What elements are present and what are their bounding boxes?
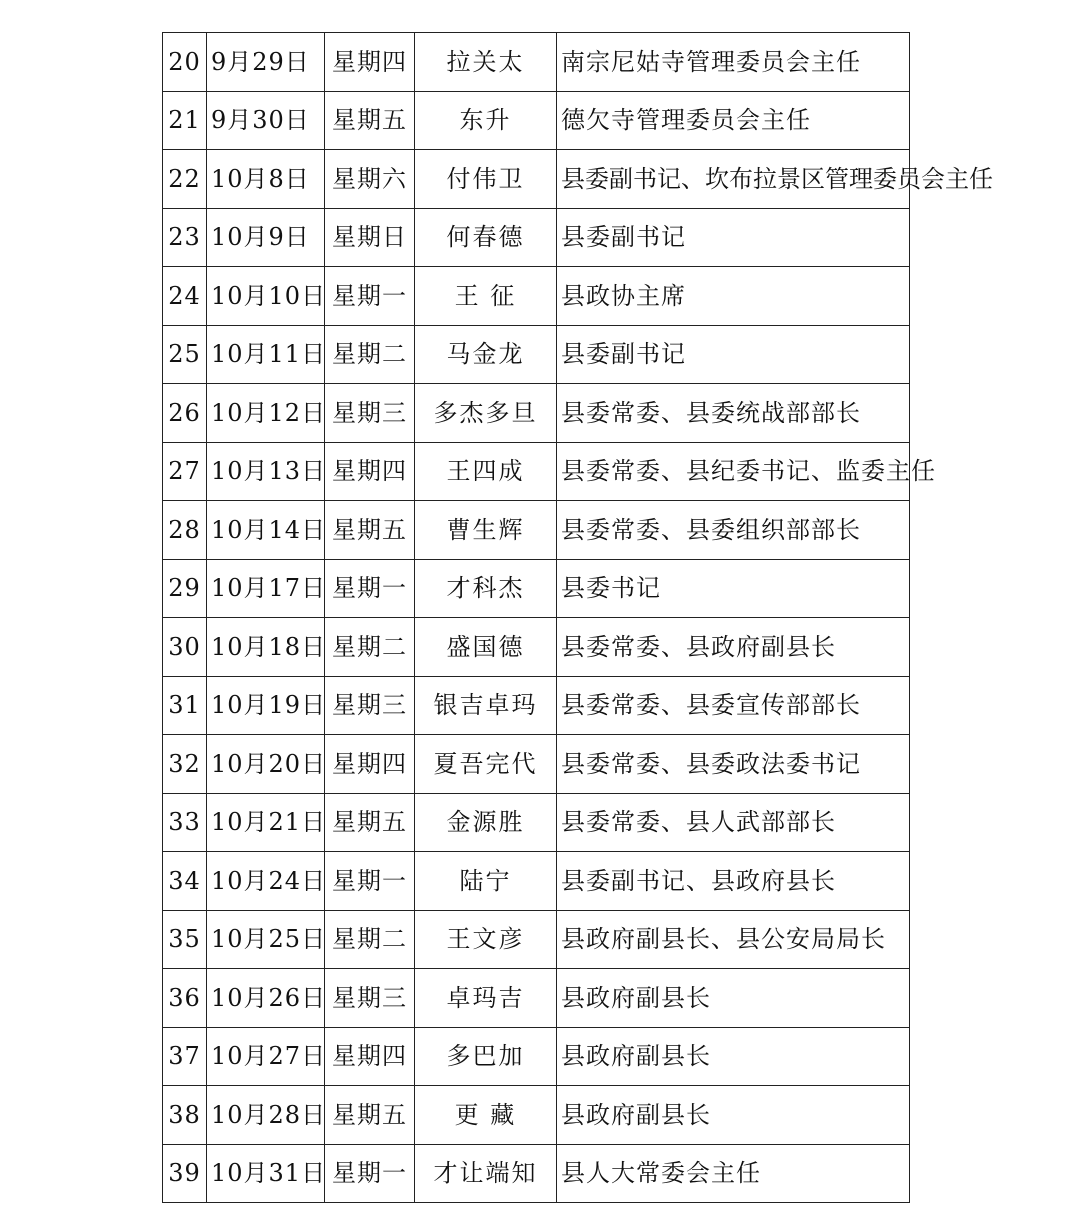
row-number: 24	[163, 267, 207, 326]
row-person-name: 东升	[415, 91, 557, 150]
row-number: 27	[163, 442, 207, 501]
row-person-name: 更 藏	[415, 1086, 557, 1145]
row-position-title: 县委常委、县委政法委书记	[557, 735, 910, 794]
row-date: 10月25日	[207, 910, 325, 969]
row-position-title: 县政府副县长	[557, 969, 910, 1028]
row-person-name: 金源胜	[415, 793, 557, 852]
row-date: 10月31日	[207, 1144, 325, 1203]
table-row	[163, 91, 910, 150]
row-number: 37	[163, 1027, 207, 1086]
table-row	[163, 735, 910, 794]
table-row	[163, 793, 910, 852]
row-weekday: 星期日	[325, 208, 415, 267]
row-number: 35	[163, 910, 207, 969]
row-number: 21	[163, 91, 207, 150]
schedule-body	[163, 33, 993, 1203]
table-row	[163, 442, 910, 501]
table-row	[163, 1027, 910, 1086]
table-row	[163, 969, 910, 1028]
row-position-title: 县委常委、县人武部部长	[557, 793, 910, 852]
table-row	[163, 676, 910, 735]
row-position-title: 县委常委、县委统战部部长	[557, 384, 910, 443]
row-person-name: 夏吾完代	[415, 735, 557, 794]
table-row	[163, 501, 910, 560]
row-date: 10月19日	[207, 676, 325, 735]
table-row	[163, 559, 910, 618]
row-person-name: 多杰多旦	[415, 384, 557, 443]
table-row	[163, 208, 910, 267]
row-date: 9月30日	[207, 91, 325, 150]
row-person-name: 盛国德	[415, 618, 557, 677]
row-weekday: 星期二	[325, 618, 415, 677]
row-position-title: 县委书记	[557, 559, 910, 618]
row-person-name: 王 征	[415, 267, 557, 326]
row-person-name: 王文彦	[415, 910, 557, 969]
row-weekday: 星期三	[325, 384, 415, 443]
row-weekday: 星期二	[325, 325, 415, 384]
row-person-name: 马金龙	[415, 325, 557, 384]
table-row	[163, 150, 910, 209]
row-date: 10月27日	[207, 1027, 325, 1086]
row-person-name: 银吉卓玛	[415, 676, 557, 735]
table-row	[163, 618, 910, 677]
row-position-title: 县委常委、县委组织部部长	[557, 501, 910, 560]
row-position-title: 县委副书记、县政府县长	[557, 852, 910, 911]
row-position-title: 县委副书记	[557, 325, 910, 384]
row-number: 25	[163, 325, 207, 384]
row-person-name: 王四成	[415, 442, 557, 501]
row-date: 10月20日	[207, 735, 325, 794]
row-date: 10月26日	[207, 969, 325, 1028]
row-date: 10月24日	[207, 852, 325, 911]
row-position-title: 县委副书记	[557, 208, 910, 267]
row-person-name: 曹生辉	[415, 501, 557, 560]
row-weekday: 星期五	[325, 91, 415, 150]
row-date: 10月17日	[207, 559, 325, 618]
row-weekday: 星期一	[325, 1144, 415, 1203]
row-number: 38	[163, 1086, 207, 1145]
row-person-name: 何春德	[415, 208, 557, 267]
row-weekday: 星期四	[325, 735, 415, 794]
row-number: 31	[163, 676, 207, 735]
row-weekday: 星期一	[325, 267, 415, 326]
row-date: 10月10日	[207, 267, 325, 326]
row-position-title: 县人大常委会主任	[557, 1144, 910, 1203]
row-weekday: 星期五	[325, 501, 415, 560]
table-row	[163, 1086, 910, 1145]
schedule-table	[162, 32, 993, 1203]
row-weekday: 星期二	[325, 910, 415, 969]
row-weekday: 星期三	[325, 676, 415, 735]
row-position-title: 县政协主席	[557, 267, 910, 326]
row-person-name: 才让端知	[415, 1144, 557, 1203]
row-number: 29	[163, 559, 207, 618]
row-date: 10月9日	[207, 208, 325, 267]
row-position-title: 县委副书记、坎布拉景区管理委员会主任	[557, 150, 910, 209]
row-weekday: 星期一	[325, 852, 415, 911]
row-number: 36	[163, 969, 207, 1028]
table-row	[163, 384, 910, 443]
row-number: 26	[163, 384, 207, 443]
table-row	[163, 910, 910, 969]
row-person-name: 付伟卫	[415, 150, 557, 209]
row-position-title: 县政府副县长	[557, 1027, 910, 1086]
row-position-title: 县委常委、县委宣传部部长	[557, 676, 910, 735]
row-number: 33	[163, 793, 207, 852]
row-position-title: 县委常委、县纪委书记、监委主任	[557, 442, 910, 501]
row-number: 34	[163, 852, 207, 911]
row-weekday: 星期四	[325, 33, 415, 92]
row-date: 10月28日	[207, 1086, 325, 1145]
row-date: 9月29日	[207, 33, 325, 92]
row-date: 10月14日	[207, 501, 325, 560]
row-person-name: 陆宁	[415, 852, 557, 911]
table-row	[163, 33, 910, 92]
row-weekday: 星期四	[325, 1027, 415, 1086]
row-weekday: 星期三	[325, 969, 415, 1028]
row-position-title: 德欠寺管理委员会主任	[557, 91, 910, 150]
row-weekday: 星期一	[325, 559, 415, 618]
row-number: 22	[163, 150, 207, 209]
table-row	[163, 325, 910, 384]
table-row	[163, 852, 910, 911]
row-position-title: 县政府副县长	[557, 1086, 910, 1145]
row-number: 39	[163, 1144, 207, 1203]
row-date: 10月12日	[207, 384, 325, 443]
table-row	[163, 1144, 910, 1203]
table-row	[163, 267, 910, 326]
row-number: 32	[163, 735, 207, 794]
row-person-name: 多巴加	[415, 1027, 557, 1086]
row-position-title: 南宗尼姑寺管理委员会主任	[557, 33, 910, 92]
row-date: 10月8日	[207, 150, 325, 209]
row-person-name: 卓玛吉	[415, 969, 557, 1028]
row-weekday: 星期五	[325, 1086, 415, 1145]
row-weekday: 星期六	[325, 150, 415, 209]
row-date: 10月11日	[207, 325, 325, 384]
row-position-title: 县政府副县长、县公安局局长	[557, 910, 910, 969]
row-number: 28	[163, 501, 207, 560]
row-person-name: 才科杰	[415, 559, 557, 618]
row-number: 20	[163, 33, 207, 92]
row-date: 10月18日	[207, 618, 325, 677]
row-weekday: 星期四	[325, 442, 415, 501]
row-date: 10月21日	[207, 793, 325, 852]
row-date: 10月13日	[207, 442, 325, 501]
row-weekday: 星期五	[325, 793, 415, 852]
row-number: 30	[163, 618, 207, 677]
row-number: 23	[163, 208, 207, 267]
row-person-name: 拉关太	[415, 33, 557, 92]
row-position-title: 县委常委、县政府副县长	[557, 618, 910, 677]
